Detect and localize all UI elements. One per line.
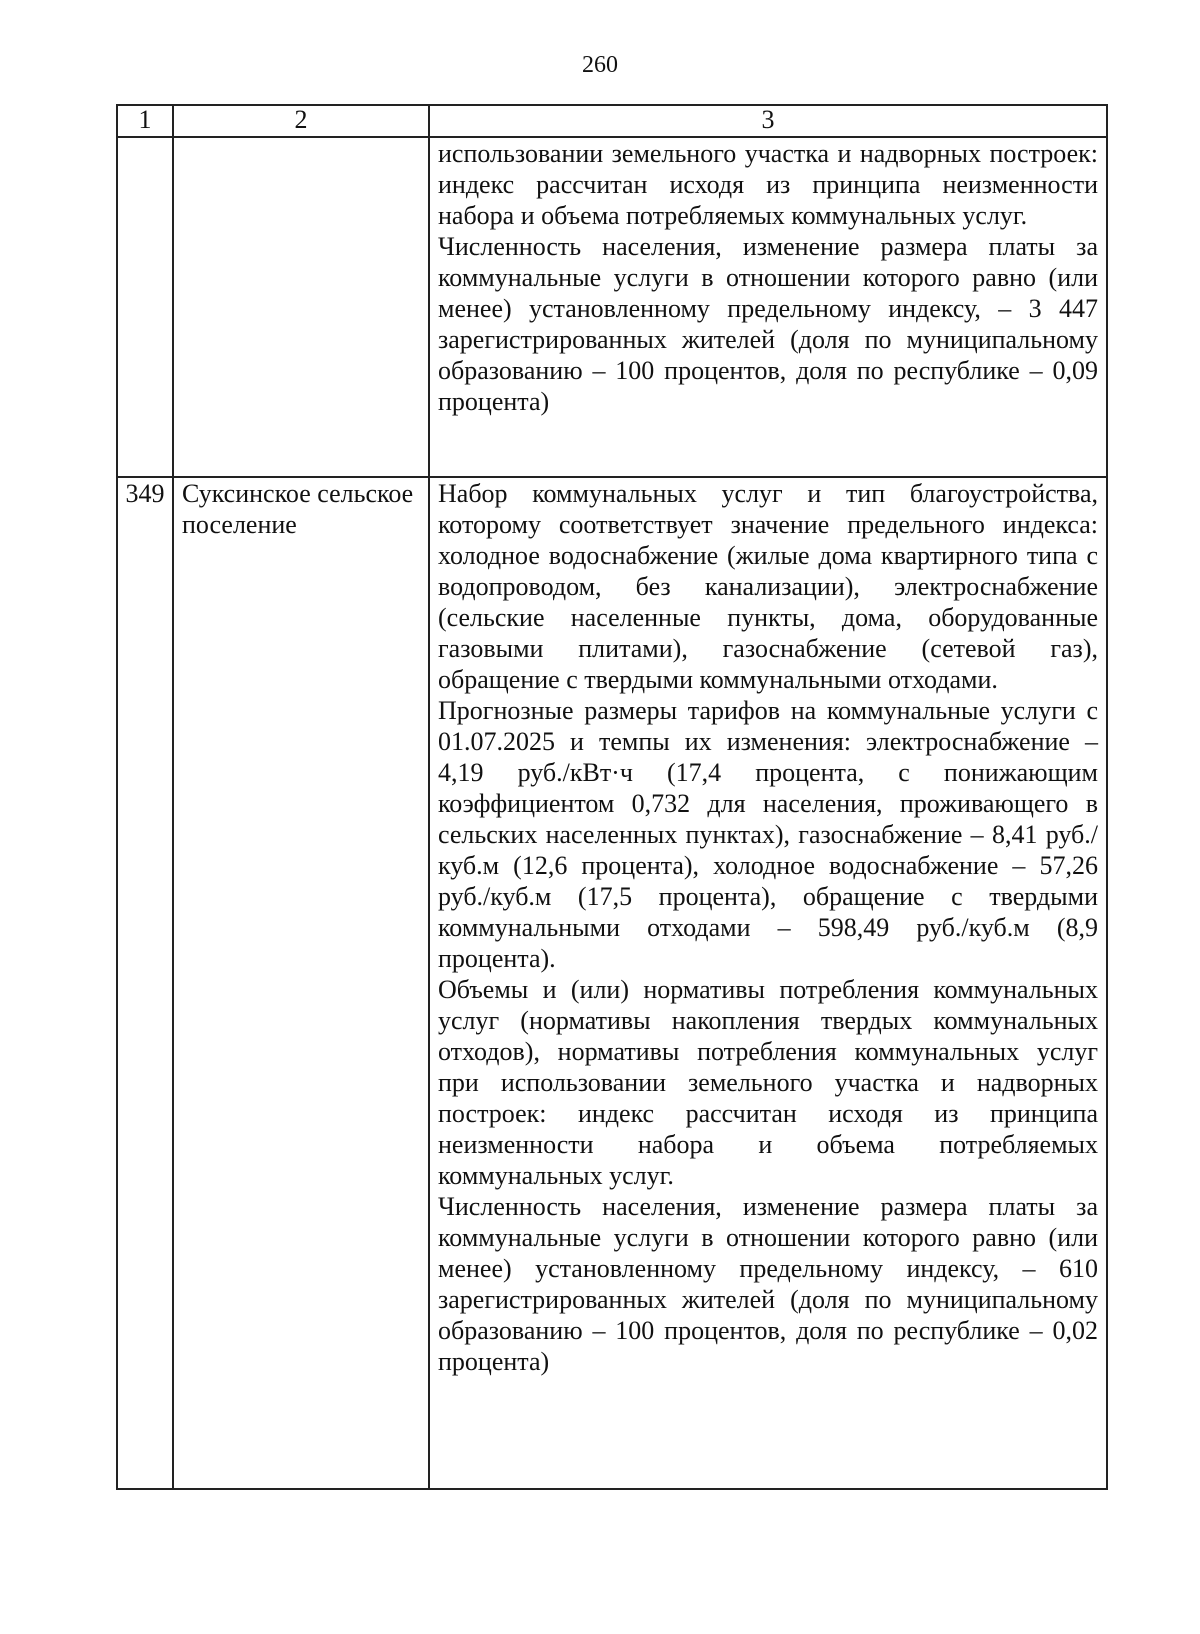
- page-number: 260: [582, 52, 618, 78]
- description-paragraph: Прогнозные размеры тарифов на коммунальные услуги с 01.07.2025 и темпы их изменения: электроснабжение – 4,19 руб./кВт·ч (17,4 процента, с понижающим коэффициентом 0,732 для населения, проживающего в сельских населенных пунктах), газоснабжение – 8,41 руб./куб.м (12,6 процента), холодное водоснабжение – 57,26 руб./куб.м (17,5 процента), обращение с твердыми коммунальными отходами – 598,49 руб./куб.м (8,9 процента).: [438, 696, 1098, 973]
- column-header-number: 1: [117, 105, 173, 137]
- table-header-row: [117, 105, 1107, 137]
- table-row: [117, 137, 1107, 477]
- description-cell: [429, 137, 1107, 477]
- description-paragraph: использовании земельного участка и надворных построек: индекс рассчитан исходя из принципа неизменности набора и объема потребляемых коммунальных услуг.: [438, 139, 1098, 230]
- column-header-description: 3: [429, 105, 1107, 137]
- description-paragraph: Численность населения, изменение размера платы за коммунальные услуги в отношении которого равно (или менее) установленному предельному индексу, – 3 447 зарегистрированных жителей (доля по муниципальному образованию – 100 процентов, доля по республике – 0,09 процента): [438, 232, 1098, 416]
- description-paragraph: Набор коммунальных услуг и тип благоустройства, которому соответствует значение предельного индекса: холодное водоснабжение (жилые дома квартирного типа с водопроводом, без канализации), электроснабжение (сельские населенные пункты, дома, оборудованные газовыми плитами), газоснабжение (сетевой газ), обращение с твердыми коммунальными отходами.: [438, 479, 1098, 694]
- column-header-name: 2: [173, 105, 429, 137]
- description-paragraph: Численность населения, изменение размера платы за коммунальные услуги в отношении которого равно (или менее) установленному предельному индексу, – 610 зарегистрированных жителей (доля по муниципальному образованию – 100 процентов, доля по республике – 0,02 процента): [438, 1192, 1098, 1376]
- row-number-cell: 349: [117, 477, 173, 1489]
- document-table: [116, 104, 1108, 1490]
- municipality-name-cell: Суксинское сельское поселение: [173, 477, 429, 1489]
- municipality-name-cell: [173, 137, 429, 477]
- description-paragraph: Объемы и (или) нормативы потребления коммунальных услуг (нормативы накопления твердых коммунальных отходов), нормативы потребления коммунальных услуг при использовании земельного участка и надворных построек: индекс рассчитан исходя из принципа неизменности набора и объема потребляемых коммунальных услуг.: [438, 975, 1098, 1190]
- description-cell: [429, 477, 1107, 1489]
- row-number-cell: [117, 137, 173, 477]
- table-row: [117, 477, 1107, 1489]
